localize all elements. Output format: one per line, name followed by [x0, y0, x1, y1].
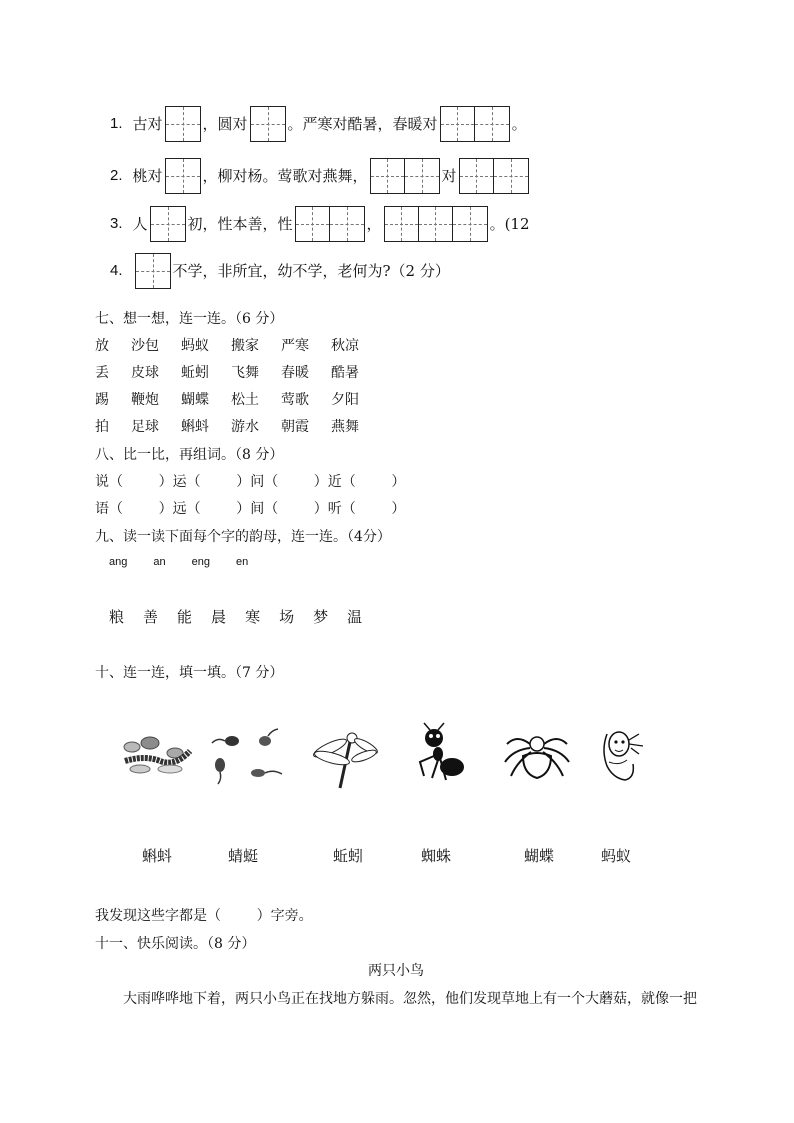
word-row	[95, 362, 381, 382]
pinyin-final[interactable]: an	[153, 556, 166, 568]
word[interactable]: 放	[95, 338, 109, 354]
word[interactable]: 燕舞	[331, 419, 359, 435]
fill-question-4	[110, 253, 450, 289]
word[interactable]: 蝴蝶	[181, 392, 209, 408]
radical-fill-sentence[interactable]: 我发现这些字都是（ ）字旁。	[95, 908, 313, 924]
section-10-title: 十、连一连，填一填。（7 分）	[95, 665, 284, 681]
butterfly-icon	[599, 724, 645, 786]
spider-icon	[503, 730, 571, 782]
word[interactable]: 踢	[95, 392, 109, 408]
word[interactable]: 飞舞	[231, 365, 259, 381]
character[interactable]: 能	[177, 608, 193, 626]
word[interactable]: 鞭炮	[131, 392, 159, 408]
question-text: 不学，非所宜，幼不学，老何为?（2 分）	[172, 262, 450, 280]
word-row	[95, 416, 381, 436]
word[interactable]: 游水	[231, 419, 259, 435]
answer-box[interactable]	[165, 158, 201, 194]
section-9-title: 九、读一读下面每个字的韵母，连一连。（4分）	[95, 529, 391, 545]
question-text: ，柳对杨。莺歌对燕舞，	[202, 167, 368, 185]
question-number: 3.	[110, 215, 123, 232]
answer-box[interactable]	[370, 158, 440, 194]
answer-box[interactable]	[384, 206, 488, 242]
word[interactable]: 足球	[131, 419, 159, 435]
character[interactable]: 善	[143, 608, 159, 626]
dragonfly-icon	[312, 726, 380, 792]
word[interactable]: 拍	[95, 419, 109, 435]
pinyin-final[interactable]: ang	[109, 556, 128, 568]
word-row	[95, 389, 381, 409]
insect-label[interactable]: 蚂蚁	[601, 847, 632, 865]
question-number: 2.	[110, 167, 123, 184]
story-title: 两只小鸟	[368, 963, 424, 979]
insect-label[interactable]: 蚯蚓	[333, 847, 364, 865]
word[interactable]: 沙包	[131, 338, 159, 354]
section-8-title: 八、比一比，再组词。（8 分）	[95, 447, 284, 463]
compare-row-1[interactable]: 说（ ）运（ ）问（ ）近（ ）	[95, 474, 406, 490]
answer-box[interactable]	[459, 158, 529, 194]
word[interactable]: 蚯蚓	[181, 365, 209, 381]
answer-box[interactable]	[250, 106, 286, 142]
fill-question-2	[110, 158, 531, 194]
question-text: 。(12	[489, 215, 530, 233]
character-row	[109, 606, 381, 627]
question-text: 人	[132, 215, 148, 233]
answer-box[interactable]	[135, 253, 171, 289]
word[interactable]: 夕阳	[331, 392, 359, 408]
answer-box[interactable]	[295, 206, 365, 242]
character[interactable]: 晨	[211, 608, 227, 626]
question-text: ，	[366, 215, 382, 233]
word[interactable]: 秋凉	[331, 338, 359, 354]
compare-row-2[interactable]: 语（ ）远（ ）间（ ）听（ ）	[95, 501, 406, 517]
question-number: 1.	[110, 115, 123, 132]
question-text: 对	[441, 167, 457, 185]
character[interactable]: 场	[279, 608, 295, 626]
section-11-title: 十一、快乐阅读。（8 分）	[95, 936, 256, 952]
insect-label[interactable]: 蜘蛛	[421, 847, 452, 865]
question-text: 。	[511, 115, 527, 133]
question-text: 古对	[132, 115, 163, 133]
pinyin-final[interactable]: eng	[191, 556, 210, 568]
story-paragraph: 大雨哗哗地下着，两只小鸟正在找地方躲雨。忽然，他们发现草地上有一个大蘑菇，就像一把	[123, 991, 697, 1007]
word[interactable]: 松土	[231, 392, 259, 408]
word[interactable]: 搬家	[231, 338, 259, 354]
question-text: 初，性本善，性	[187, 215, 293, 233]
fill-question-1	[110, 106, 527, 142]
question-text: 桃对	[132, 167, 163, 185]
insect-label[interactable]: 蝴蝶	[524, 847, 555, 865]
word[interactable]: 严寒	[281, 338, 309, 354]
section-7-title: 七、想一想，连一连。（6 分）	[95, 311, 284, 327]
character[interactable]: 寒	[245, 608, 261, 626]
word[interactable]: 蚂蚁	[181, 338, 209, 354]
question-text: 。严寒对酷暑，春暖对	[287, 115, 438, 133]
character[interactable]: 温	[347, 608, 363, 626]
word[interactable]: 春暖	[281, 365, 309, 381]
answer-box[interactable]	[150, 206, 186, 242]
insect-label[interactable]: 蝌蚪	[142, 847, 173, 865]
character[interactable]: 梦	[313, 608, 329, 626]
answer-box[interactable]	[440, 106, 510, 142]
word[interactable]: 皮球	[131, 365, 159, 381]
word[interactable]: 丢	[95, 365, 109, 381]
word[interactable]: 朝霞	[281, 419, 309, 435]
word[interactable]: 蝌蚪	[181, 419, 209, 435]
answer-box[interactable]	[165, 106, 201, 142]
ant-icon	[410, 722, 475, 784]
word[interactable]: 酷暑	[331, 365, 359, 381]
question-number: 4.	[110, 262, 123, 279]
fill-question-3	[110, 206, 530, 242]
pinyin-final[interactable]: en	[235, 556, 249, 568]
word-row	[95, 335, 381, 355]
question-text: ，圆对	[202, 115, 248, 133]
pinyin-row	[109, 556, 274, 568]
earthworm-icon	[120, 733, 195, 775]
word[interactable]: 莺歌	[281, 392, 309, 408]
character[interactable]: 粮	[109, 608, 125, 626]
insect-label[interactable]: 蜻蜓	[228, 847, 259, 865]
tadpole-icon	[210, 727, 285, 785]
